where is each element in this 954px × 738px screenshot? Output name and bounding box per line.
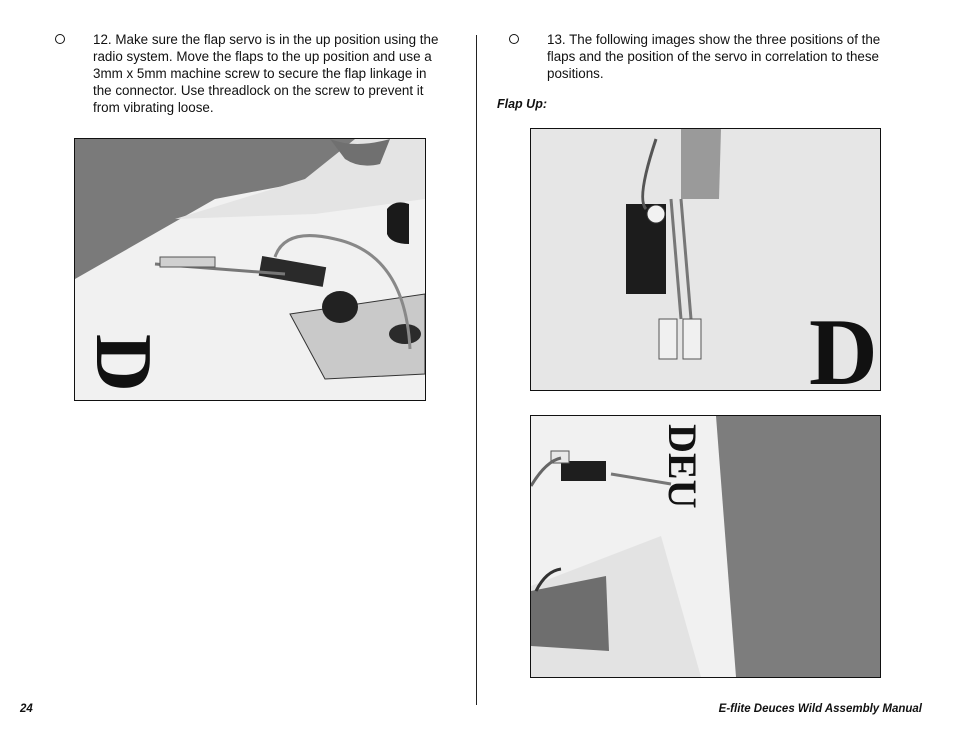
- photo-2-lettering: D: [809, 299, 878, 390]
- step-bullet-icon: [509, 34, 519, 44]
- caption-flap-up: Flap Up:: [497, 97, 547, 111]
- step-12-text: Make sure the flap servo is in the up position using the radio system. Move the flaps to the up position and use a 3mm x 5mm machine screw to secure the flap linkage in the connector. Use threadlock on the screw to prevent it from vibrating loose.: [93, 32, 439, 115]
- step-bullet-icon: [55, 34, 65, 44]
- photo-1-lettering: D: [79, 334, 167, 392]
- photo-3-lettering: DEU: [660, 424, 705, 509]
- step-13-number: 13.: [547, 32, 566, 47]
- column-divider: [476, 35, 477, 705]
- photo-flap-up-servo: [530, 128, 881, 391]
- photo-flap-servo-side: [530, 415, 881, 678]
- manual-title: E-flite Deuces Wild Assembly Manual: [718, 703, 922, 715]
- step-12-number: 12.: [93, 32, 112, 47]
- photo-servo-linkage: [74, 138, 426, 401]
- step-13-text: The following images show the three positions of the flaps and the position of the servo in correlation to these positions.: [547, 32, 881, 81]
- page-number: 24: [20, 703, 33, 715]
